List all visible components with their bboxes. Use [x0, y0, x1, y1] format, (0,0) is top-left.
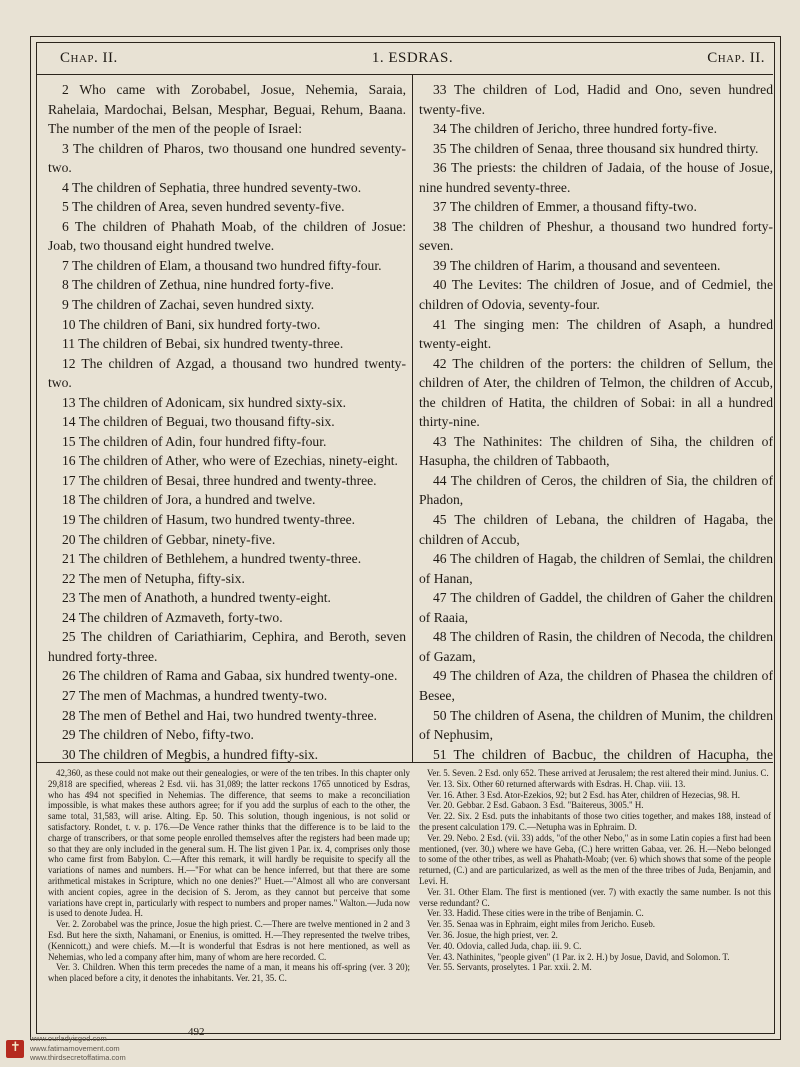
- verse: 16 The children of Ather, who were of Ezechias, ninety-eight.: [62, 453, 398, 469]
- commentary-note: Ver. 22. Six. 2 Esd. puts the inhabitants of those two cities together, and makes 188, instead of the present calculation 179. C.—Netupha was in Ephraim. D.: [419, 811, 771, 832]
- commentary-note: Ver. 29. Nebo. 2 Esd. (vii. 33) adds, "of the other Nebo," as in some Latin copies a first had been mentioned, (ver. 30,) where we have Geba, (C.) here written Gabaa, ver. 26. H.—Nebo belonged to some of the other tribes, as well as Phahath-Moab; (ver. 6) which shows that some of the people returned, (C.) and are particularized, as well as the men of the three tribes of Juda, Benjamin, and Levi. H.: [419, 832, 771, 886]
- page-number: 492: [188, 1026, 205, 1038]
- verse: 41 The singing men: The children of Asaph, a hundred twenty-eight.: [419, 316, 773, 352]
- commentary-note: Ver. 2. Zorobabel was the prince, Josue the high priest. C.—There are twelve mentioned in 2 and 3 Esd. But here the sixth, Nahamani, or Enenius, is omitted. H.—They represented the twelve tribes, (Kennicott,) and were chiefs. M.—It is wonderful that Esdras is not here mentioned, as well as Nehemias, who led a company after him, many of whom are here recorded. C.: [48, 919, 410, 962]
- header-book-title: 1. ESDRAS.: [371, 50, 454, 66]
- verse: 25 The children of Cariathiarim, Cephira, and Beroth, seven hundred forty-three.: [48, 629, 406, 664]
- commentary-note: Ver. 40. Odovia, called Juda, chap. iii. 9. C.: [427, 940, 582, 951]
- verse: 2 Who came with Zorobabel, Josue, Nehemia, Saraia, Rahelaia, Mardochai, Belsan, Mesphar, Beguai, Rehum, Baana. The number of the men of the people of Israel:: [48, 82, 406, 137]
- column-divider: [412, 75, 413, 762]
- verse: 12 The children of Azgad, a thousand two hundred twenty-two.: [48, 355, 406, 391]
- commentary-note: Ver. 55. Servants, proselytes. 1 Par. xxii. 2. M.: [427, 962, 592, 973]
- verse: 19 The children of Hasum, two hundred twenty-three.: [62, 512, 356, 528]
- verse: 36 The priests: the children of Jadaia, of the house of Josue, nine hundred seventy-three.: [419, 160, 773, 195]
- verse: 8 The children of Zethua, nine hundred forty-five.: [62, 277, 334, 293]
- verse: 49 The children of Aza, the children of Phasea the children of Besee,: [419, 668, 773, 703]
- verse: 46 The children of Hagab, the children of Semlai, the children of Hanan,: [419, 551, 773, 586]
- verse: 42 The children of the porters: the children of Sellum, the children of Ater, the children of Telmon, the children of Accub, the children of Hatita, the children of Sobai: in all a hundred thirty-nine.: [419, 355, 773, 430]
- verse: 30 The children of Megbis, a hundred fifty-six.: [62, 746, 319, 762]
- verse: 37 The children of Emmer, a thousand fifty-two.: [433, 199, 697, 215]
- verse: 40 The Levites: The children of Josue, and of Cedmiel, the children of Odovia, seventy-four.: [419, 277, 773, 313]
- verse: 10 The children of Bani, six hundred forty-two.: [62, 316, 321, 332]
- verse: 43 The Nathinites: The children of Siha, the children of Hasupha, the children of Tabbaoth,: [419, 433, 773, 469]
- verse: 23 The men of Anathoth, a hundred twenty-eight.: [62, 590, 331, 606]
- verse: 26 The children of Rama and Gabaa, six hundred twenty-one.: [62, 668, 398, 684]
- commentary-note: 42,360, as these could not make out their genealogies, or were of the ten tribes. In this chapter only 29,818 are specified, whereas 2 Esd. vii. has 31,089; the latter reckons 1765 unnoticed by Esdras, who has 494 not specified in Nehemias. The difference, that seems to make a reconciliation impossible, is what makes these authors agree; for if you add the surplus of each to the other, the same total, 31,583, will arise. Alting. Ep. 50. This solution, though ingenious, is not solid or satisfactory. Rondet, t. v. p. 176.—De Vence rather thinks that the difference is to be laid to the charge of transcribers, or that some people enrolled themselves after the registers had been made up; so that they are only included in the general sum. H. The list given 1 Par. ix. 4, comprises only those who came first from Babylon. C.—After this remark, it will hardly be requisite to specify all the variations of names and numbers. H.—"For what can be hence inferred, but that there are some arithmetical mistakes in Scripture, which no one denies?" Huet.—"Almost all who are conversant with ancient copies, agree in the decision of S. Jerom, as they cannot but perceive that some variations have crept in, particularly with respect to numbers and proper names." Walton.—Juda now is used to denote Judea. H.: [48, 768, 410, 919]
- verse: 4 The children of Sephatia, three hundred seventy-two.: [62, 179, 362, 195]
- verse: 33 The children of Lod, Hadid and Ono, seven hundred twenty-five.: [419, 82, 773, 117]
- header-chapter-left: Chap. II.: [60, 50, 118, 66]
- commentary-note: Ver. 20. Gebbar. 2 Esd. Gabaon. 3 Esd. "Baitereus, 3005." H.: [427, 800, 644, 811]
- verse: 51 The children of Bacbuc, the children of Hacupha, the: [433, 746, 773, 762]
- commentary-note: Ver. 5. Seven. 2 Esd. only 652. These arrived at Jerusalem; the rest altered their mind. Junius. C.: [427, 768, 769, 778]
- verse: 15 The children of Adin, four hundred fifty-four.: [62, 433, 327, 449]
- verse: 11 The children of Bebai, six hundred twenty-three.: [62, 336, 344, 352]
- notes-rule: [37, 762, 773, 763]
- verse: 35 The children of Senaa, three thousand six hundred thirty.: [433, 140, 759, 156]
- verse: 3 The children of Pharos, two thousand one hundred seventy-two.: [48, 140, 406, 176]
- commentary-note: Ver. 35. Senaa was in Ephraim, eight miles from Jericho. Euseb.: [427, 919, 655, 930]
- verse: 28 The men of Bethel and Hai, two hundred twenty-three.: [62, 707, 377, 723]
- footer-link[interactable]: www.ourladyisgod.com: [30, 1034, 107, 1043]
- verse: 13 The children of Adonicam, six hundred sixty-six.: [62, 394, 347, 410]
- verse: 22 The men of Netupha, fifty-six.: [62, 570, 245, 586]
- commentary-note: Ver. 43. Nathinites, "people given" (1 Par. ix 2. H.) by Josue, David, and Solomon. T.: [427, 951, 730, 962]
- footer-link[interactable]: www.fatimamovement.com: [30, 1043, 120, 1053]
- verse: 48 The children of Rasin, the children of Necoda, the children of Gazam,: [419, 629, 773, 664]
- commentary-note: Ver. 36. Josue, the high priest, ver. 2.: [427, 929, 558, 940]
- verse-column-left: [48, 80, 406, 762]
- header-chapter-right: Chap. II.: [707, 50, 765, 66]
- footer-website-links: [30, 1034, 126, 1063]
- commentary-note: Ver. 31. Other Elam. The first is mentioned (ver. 7) with exactly the same number. Is not this verse redundant? C.: [419, 886, 771, 908]
- verse: 34 The children of Jericho, three hundred forty-five.: [433, 121, 717, 137]
- verse: 45 The children of Lebana, the children of Hagaba, the children of Accub,: [419, 512, 773, 547]
- header-rule: [37, 74, 773, 75]
- footer-link[interactable]: www.thirdsecretoffatima.com: [30, 1053, 126, 1063]
- verse: 21 The children of Bethlehem, a hundred twenty-three.: [62, 551, 362, 567]
- verse: 6 The children of Phahath Moab, of the children of Josue: Joab, two thousand eight hundred twelve.: [48, 218, 406, 254]
- verse: 20 The children of Gebbar, ninety-five.: [62, 531, 276, 547]
- verse: 39 The children of Harim, a thousand and seventeen.: [433, 257, 721, 273]
- verse: 47 The children of Gaddel, the children of Gaher the children of Raaia,: [419, 590, 773, 625]
- verse: 7 The children of Elam, a thousand two hundred fifty-four.: [62, 257, 382, 273]
- verse: 27 The men of Machmas, a hundred twenty-two.: [62, 687, 328, 703]
- verse: 44 The children of Ceros, the children of Sia, the children of Phadon,: [419, 472, 773, 508]
- commentary-notes-right: [419, 768, 771, 1014]
- cross-emblem-icon: [6, 1040, 24, 1058]
- verse: 50 The children of Asena, the children of Munim, the children of Nephusim,: [419, 707, 773, 743]
- verse: 24 The children of Azmaveth, forty-two.: [62, 609, 283, 625]
- verse: 5 The children of Area, seven hundred seventy-five.: [62, 199, 345, 215]
- verse: 9 The children of Zachai, seven hundred sixty.: [62, 297, 315, 313]
- running-header: [60, 50, 765, 72]
- verse-column-right: [419, 80, 773, 762]
- verse: 17 The children of Besai, three hundred and twenty-three.: [62, 472, 377, 488]
- commentary-notes-left: [48, 768, 410, 1014]
- verse: 29 The children of Nebo, fifty-two.: [62, 727, 254, 743]
- commentary-note: Ver. 33. Hadid. These cities were in the tribe of Benjamin. C.: [427, 908, 644, 919]
- commentary-note: Ver. 16. Ather. 3 Esd. Ator-Ezekios, 92; but 2 Esd. has Ater, children of Hezecias, 98. H.: [427, 789, 740, 800]
- verse: 38 The children of Pheshur, a thousand two hundred forty-seven.: [419, 218, 773, 254]
- commentary-note: Ver. 13. Six. Other 60 returned afterwards with Esdras. H. Chap. viii. 13.: [427, 778, 686, 789]
- verse: 14 The children of Beguai, two thousand fifty-six.: [62, 414, 335, 430]
- verse: 18 The children of Jora, a hundred and twelve.: [62, 492, 316, 508]
- commentary-note: Ver. 3. Children. When this term precedes the name of a man, it means his off-spring (ver. 3 20); when placed before a city, it denotes the inhabitants. Ver. 21, 35. C.: [48, 962, 410, 984]
